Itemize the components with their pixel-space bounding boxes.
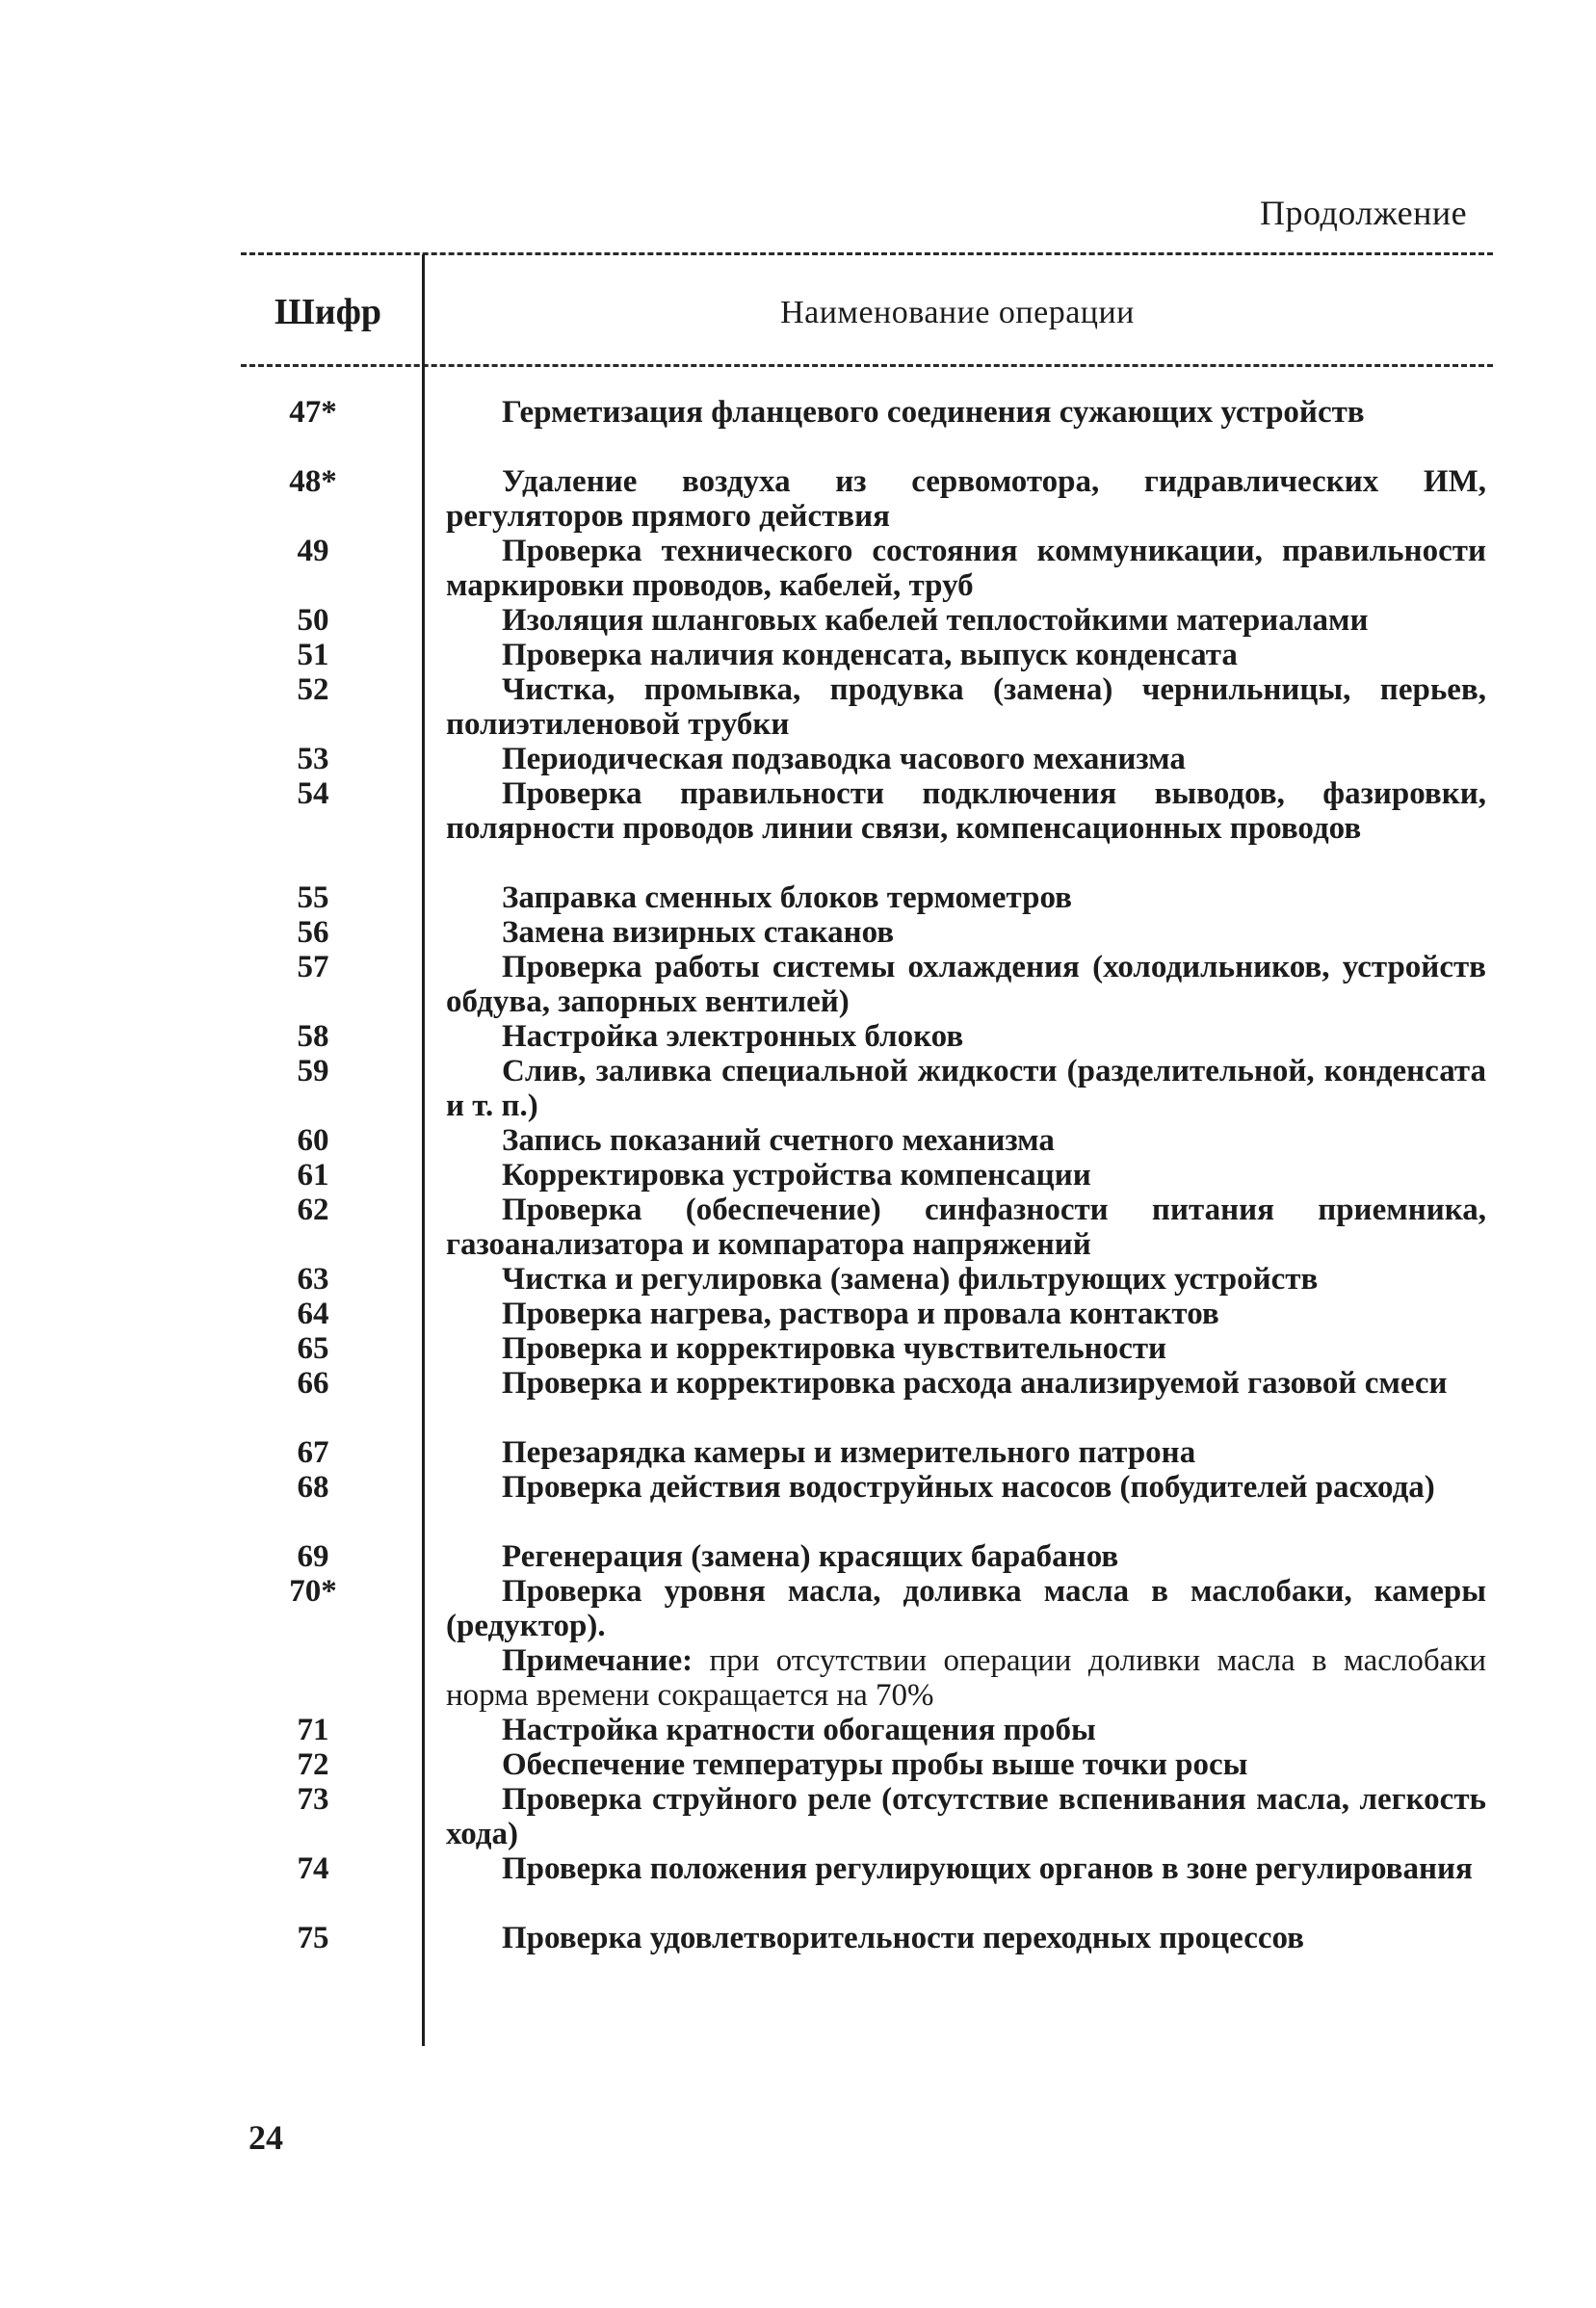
row-operation-name: Корректировка устройства компенсации [502, 1158, 1091, 1193]
continuation-label: Продолжение [1260, 194, 1468, 232]
row-code: 49 [297, 534, 329, 568]
table-top-rule [241, 252, 1493, 255]
row-operation-name: Чистка и регулировка (замена) фильтрующих устройств [502, 1262, 1319, 1297]
row-code: 54 [297, 776, 329, 811]
row-operation-name: Удаление воздуха из сервомотора, гидравлических ИМ, регуляторов прямого действия [446, 464, 1486, 534]
row-operation-name: Проверка струйного реле (отсутствие вспенивания масла, легкость хода) [446, 1782, 1486, 1851]
page-number: 24 [249, 2118, 283, 2157]
row-operation-name: Замена визирных стаканов [502, 915, 895, 950]
row-code: 72 [297, 1747, 329, 1782]
row-code: 71 [297, 1713, 329, 1747]
table-header-rule [241, 364, 1493, 367]
row-code: 74 [297, 1851, 329, 1886]
row-code: 55 [297, 880, 329, 915]
row-code: 70* [289, 1574, 337, 1609]
row-operation-name: Проверка положения регулирующих органов в зоне регулирования [502, 1851, 1473, 1886]
row-code: 61 [297, 1158, 329, 1193]
row-operation-name: Проверка и корректировка чувствительности [502, 1331, 1167, 1366]
row-operation-name: Проверка действия водоструйных насосов (побудителей расхода) [502, 1470, 1435, 1505]
row-code: 69 [297, 1539, 329, 1574]
row-operation-name: Проверка наличия конденсата, выпуск конденсата [502, 638, 1238, 672]
row-code: 64 [297, 1297, 329, 1331]
row-operation-name: Слив, заливка специальной жидкости (разделительной, конденсата и т. п.) [446, 1054, 1486, 1123]
row-operation-name: Проверка уровня масла, доливка масла в маслобаки, камеры (редуктор). [446, 1574, 1486, 1643]
row-code: 67 [297, 1435, 329, 1470]
row-operation-name: Перезарядка камеры и измерительного патрона [502, 1435, 1196, 1470]
row-code: 73 [297, 1782, 329, 1817]
row-code: 62 [297, 1193, 329, 1227]
row-operation-name: Периодическая подзаводка часового механизма [502, 742, 1186, 776]
row-code: 60 [297, 1123, 329, 1158]
row-code: 51 [297, 638, 329, 672]
row-operation-name: Чистка, промывка, продувка (замена) чернильницы, перьев, полиэтиленовой трубки [446, 672, 1486, 742]
row-operation-name: Регенерация (замена) красящих барабанов [502, 1539, 1119, 1574]
row-code: 59 [297, 1054, 329, 1088]
row-code: 65 [297, 1331, 329, 1366]
row-code: 63 [297, 1262, 329, 1297]
row-operation-name: Проверка правильности подключения выводов, фазировки, полярности проводов линии связи, компенсационных проводов [446, 776, 1486, 846]
row-code: 53 [297, 742, 329, 776]
note-text: при отсутствии операции доливки масла в маслобаки норма времени сокращается на 70% [446, 1643, 1487, 1713]
operation-note [446, 1643, 1486, 1713]
row-operation-name: Настройка кратности обогащения пробы [502, 1713, 1096, 1747]
row-operation-name: Герметизация фланцевого соединения сужающих устройств [502, 395, 1365, 430]
row-code: 57 [297, 950, 329, 984]
row-code: 66 [297, 1366, 329, 1401]
note-label: Примечание: [502, 1643, 693, 1678]
row-operation-name: Проверка и корректировка расхода анализируемой газовой смеси [502, 1366, 1448, 1401]
row-operation-name: Обеспечение температуры пробы выше точки росы [502, 1747, 1248, 1782]
row-operation-name: Проверка технического состояния коммуникации, правильности маркировки проводов, кабелей, труб [446, 534, 1486, 603]
column-divider [422, 254, 425, 2046]
row-operation-name: Проверка (обеспечение) синфазности питания приемника, газоанализатора и компаратора напряжений [446, 1193, 1486, 1262]
row-code: 52 [297, 672, 329, 707]
row-operation-name: Запись показаний счетного механизма [502, 1123, 1055, 1158]
row-operation-name: Проверка удовлетворительности переходных процессов [502, 1921, 1304, 1955]
row-code: 50 [297, 603, 329, 638]
row-code: 68 [297, 1470, 329, 1505]
row-operation-name: Проверка нагрева, раствора и провала контактов [502, 1297, 1219, 1331]
row-code: 47* [289, 395, 337, 430]
row-operation-name: Настройка электронных блоков [502, 1019, 964, 1054]
row-code: 48* [289, 464, 337, 499]
row-code: 58 [297, 1019, 329, 1054]
column-header-operation-name: Наименование операции [780, 295, 1135, 330]
row-code: 75 [297, 1921, 329, 1955]
row-code: 56 [297, 915, 329, 950]
row-operation-name: Изоляция шланговых кабелей теплостойкими материалами [502, 603, 1369, 638]
row-operation-name: Проверка работы системы охлаждения (холодильников, устройств обдува, запорных вентилей) [446, 950, 1486, 1019]
column-header-code: Шифр [275, 292, 382, 332]
row-operation-name: Заправка сменных блоков термометров [502, 880, 1072, 915]
